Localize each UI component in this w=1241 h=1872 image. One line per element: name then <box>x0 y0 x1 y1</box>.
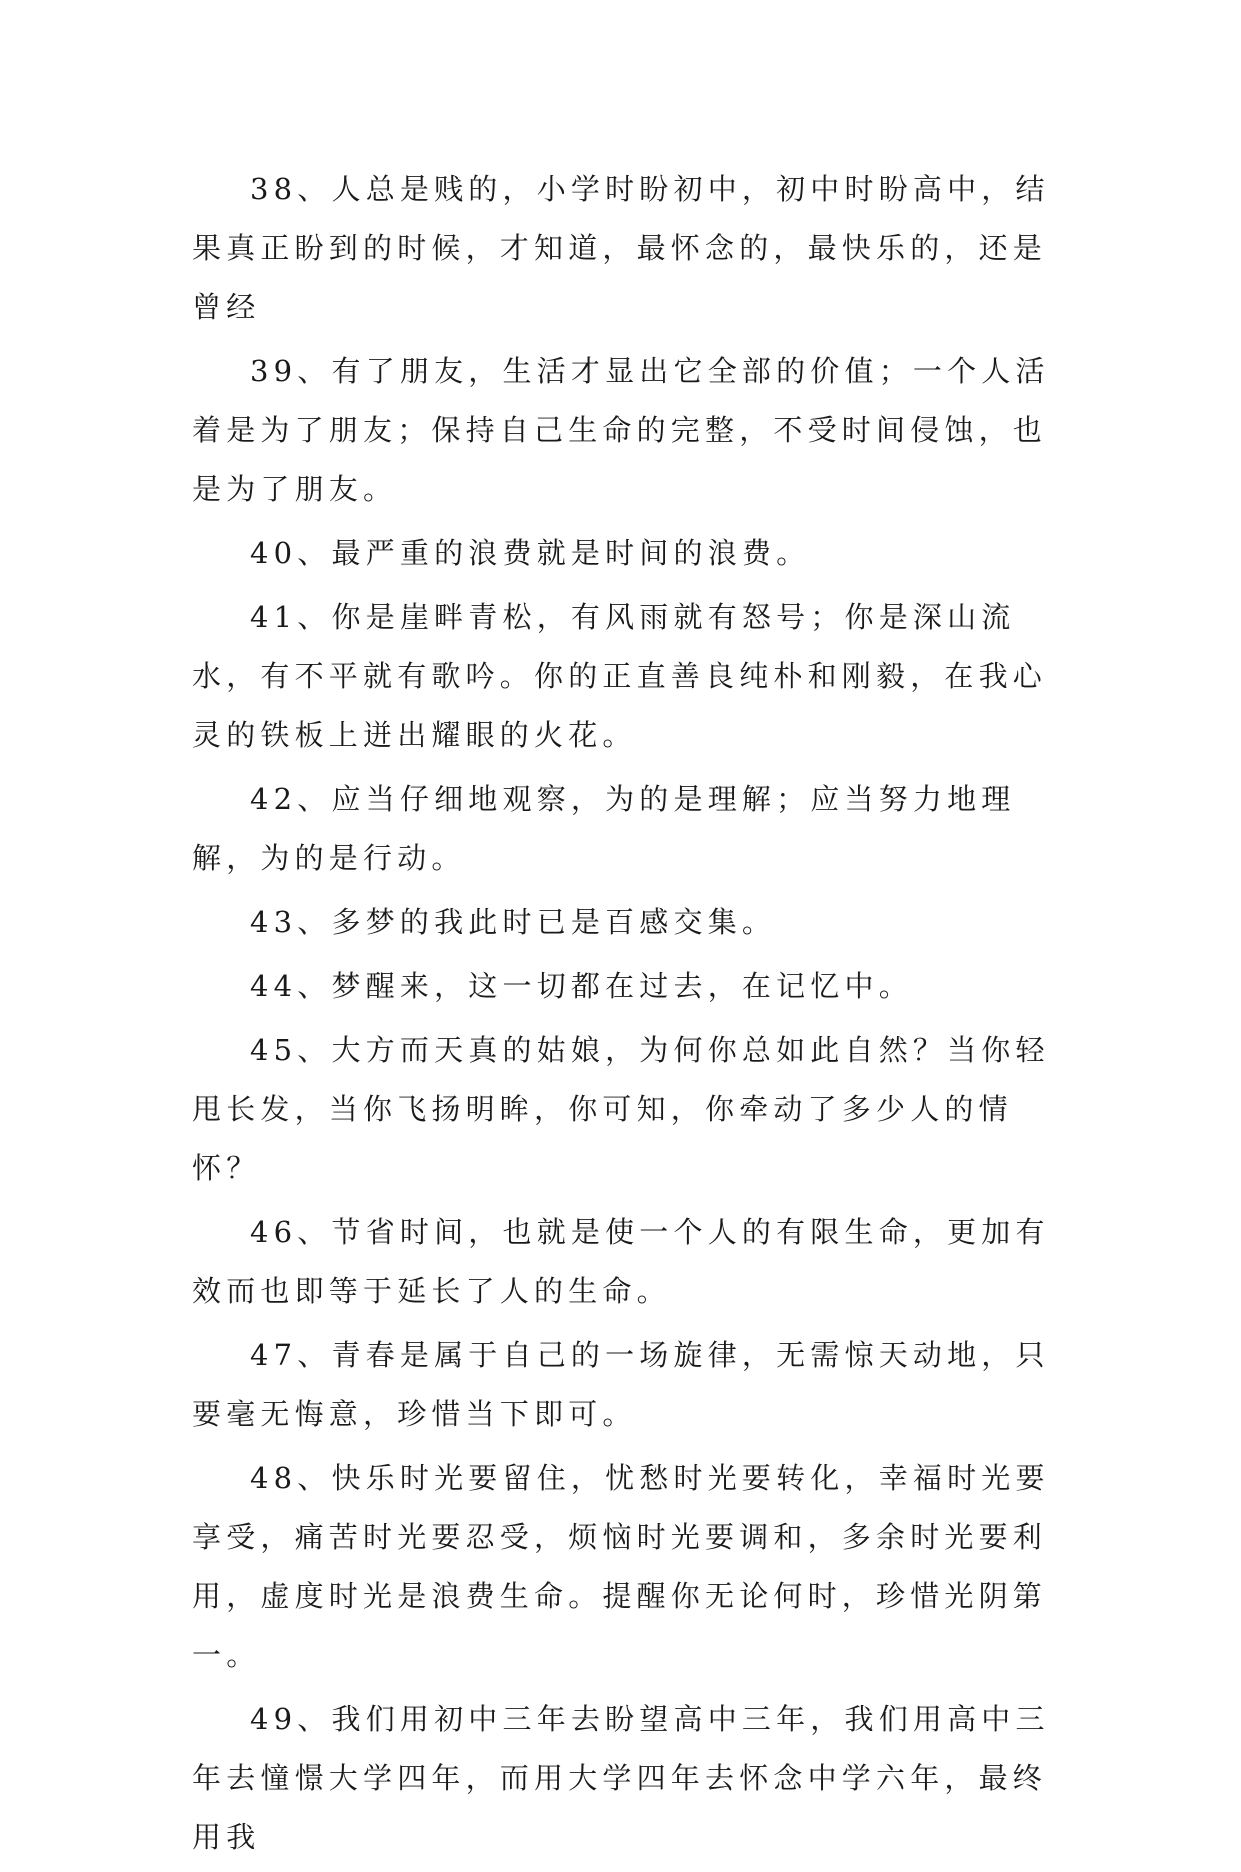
paragraph-40: 40、最严重的浪费就是时间的浪费。 <box>250 536 811 570</box>
paragraph-44: 44、梦醒来，这一切都在过去，在记忆中。 <box>250 969 913 1003</box>
paragraph-45: 45、大方而天真的姑娘，为何你总如此自然？当你轻甩长发，当你飞扬明眸，你可知，你牵动了多少人的情怀？ <box>192 1033 1050 1185</box>
paragraph-48: 48、快乐时光要留住，忧愁时光要转化，幸福时光要享受，痛苦时光要忍受，烦恼时光要调和，多余时光要利用，虚度时光是浪费生命。提醒你无论何时，珍惜光阴第一。 <box>192 1461 1050 1672</box>
paragraph-39: 39、有了朋友，生活才显出它全部的价值；一个人活着是为了朋友；保持自己生命的完整，不受时间侵蚀，也是为了朋友。 <box>192 354 1050 506</box>
paragraph-49: 49、我们用初中三年去盼望高中三年，我们用高中三年去憧憬大学四年，而用大学四年去怀念中学六年，最终用我 <box>192 1702 1050 1854</box>
paragraph-42: 42、应当仔细地观察，为的是理解；应当努力地理解，为的是行动。 <box>192 782 1016 875</box>
paragraph-43: 43、多梦的我此时已是百感交集。 <box>250 905 777 939</box>
paragraph-47: 47、青春是属于自己的一场旋律，无需惊天动地，只要毫无悔意，珍惜当下即可。 <box>192 1338 1050 1431</box>
paragraph-46: 46、节省时间，也就是使一个人的有限生命，更加有效而也即等于延长了人的生命。 <box>192 1215 1050 1308</box>
paragraph-38: 38、人总是贱的，小学时盼初中，初中时盼高中，结果真正盼到的时候，才知道，最怀念的，最快乐的，还是曾经 <box>192 172 1050 324</box>
paragraph-41: 41、你是崖畔青松，有风雨就有怒号；你是深山流水，有不平就有歌吟。你的正直善良纯朴和刚毅，在我心灵的铁板上迸出耀眼的火花。 <box>192 600 1048 752</box>
document-body <box>192 160 1072 1872</box>
